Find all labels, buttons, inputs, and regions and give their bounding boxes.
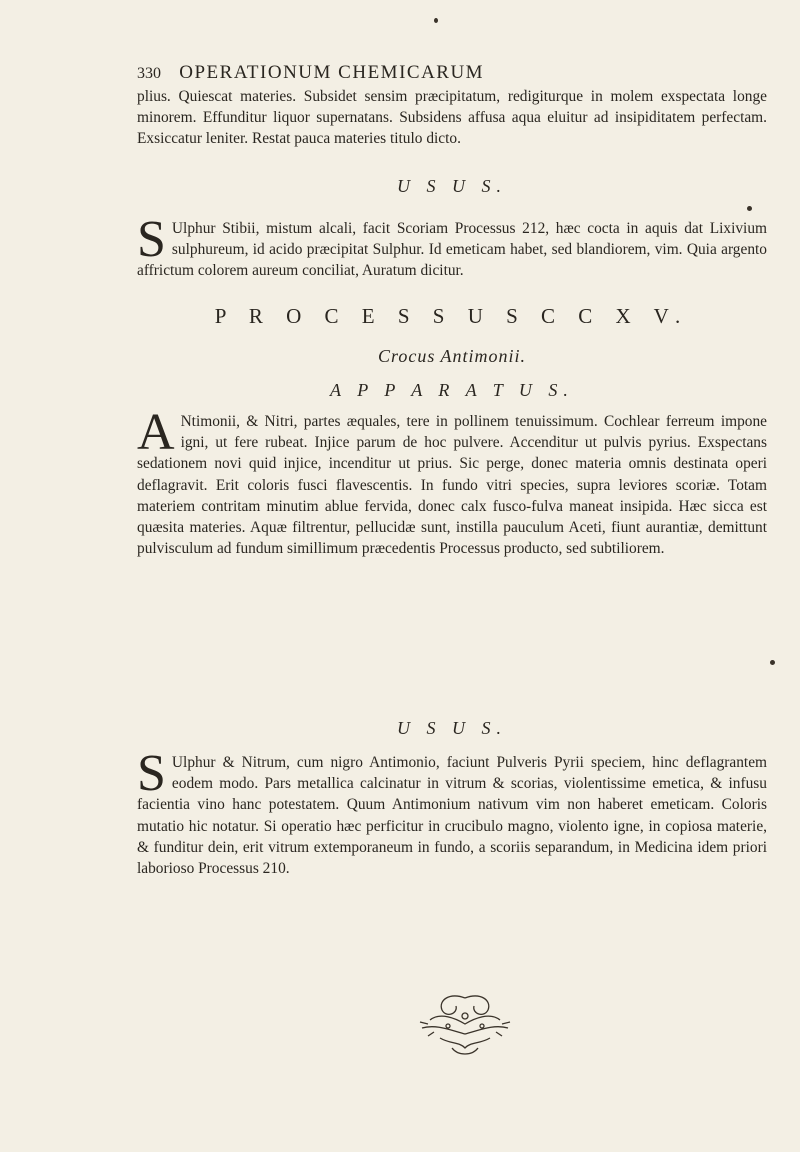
process-title: Crocus Antimonii. [377,346,526,366]
apparatus-paragraph [137,404,767,559]
usus-paragraph [137,745,767,879]
drop-cap: S [137,745,166,802]
usus-paragraph [137,211,767,282]
paragraph-continuation [137,86,767,150]
usus-heading: U S U S. [397,176,507,196]
running-title: OPERATIONUM CHEMICARUM [179,62,485,83]
paragraph-text: Ulphur Stibii, mistum alcali, facit Scoriam Processus 212, hæc cocta in aquis dat Lixivium sulphureum, id acido præcipitat Sulphur. Id emeticam habet, sed blandiorem, vim. Quia argento affrictum colorem aureum conciliat, Auratum dicitur. [137,220,767,280]
page-header [137,62,697,84]
tailpiece-ornament-icon [410,990,520,1060]
drop-cap: S [137,211,166,268]
page-number: 330 [137,65,161,82]
apparatus-heading: A P P A R A T U S. [330,380,574,400]
processus-heading: P R O C E S S U S C C X V. [214,304,690,328]
paragraph-text: Ntimonii, & Nitri, partes æquales, tere in pollinem tenuissimum. Cochlear ferreum impone igni, ut fere rubeat. Injice parum de hoc pulvere. Accenditur ut pulvis pyrius. Exspectans sedationem novi quid injice, incenditur ut prius. Sic perge, donec materia omnis destinata operi deflagravit. Erit coloris fusci flavescentis. In fundo vitri species, supra leviores scoriæ. Totam materiem contritam minutim ablue fervida, donec calx fusco-fulva maneat insipida. Hæc sicca est quæsita materies. Aquæ filtrentur, pellucidæ sunt, instilla pauculum Aceti, fiunt aurantiæ, demittunt pulvisculum ad fundum simillimum præcedentis Processus producto, sed subtiliorem. [137,413,767,558]
drop-cap: A [137,404,175,461]
paragraph-text: plius. Quiescat materies. Subsidet sensim præcipitatum, redigiturque in molem exspectata longe minorem. Effunditur liquor supernatans. Subsidens affusa aqua eluitur ad insipiditatem perfectam. Exsiccatur leniter. Restat pauca materies titulo dicto. [137,88,767,148]
paragraph-text: Ulphur & Nitrum, cum nigro Antimonio, faciunt Pulveris Pyrii speciem, hinc deflagrantem eodem modo. Pars metallica calcinatur in vitrum & scorias, violentissime emetica, & infusu facientia vino hanc potestatem. Quum Antimonium nativum vim non haberet emeticam. Coloris mutatio hic notatur. Si operatio hæc perficitur in crucibulo magno, violento igne, in copiosa materie, & funditur dein, erit vitrum extemporaneum in fundo, a scoriis separandum, in Medicina idem priori laborioso Processus 210. [137,754,767,878]
usus-heading: U S U S. [397,718,507,738]
ink-speck [747,206,752,211]
ink-speck [434,18,438,23]
ink-speck [770,660,775,665]
